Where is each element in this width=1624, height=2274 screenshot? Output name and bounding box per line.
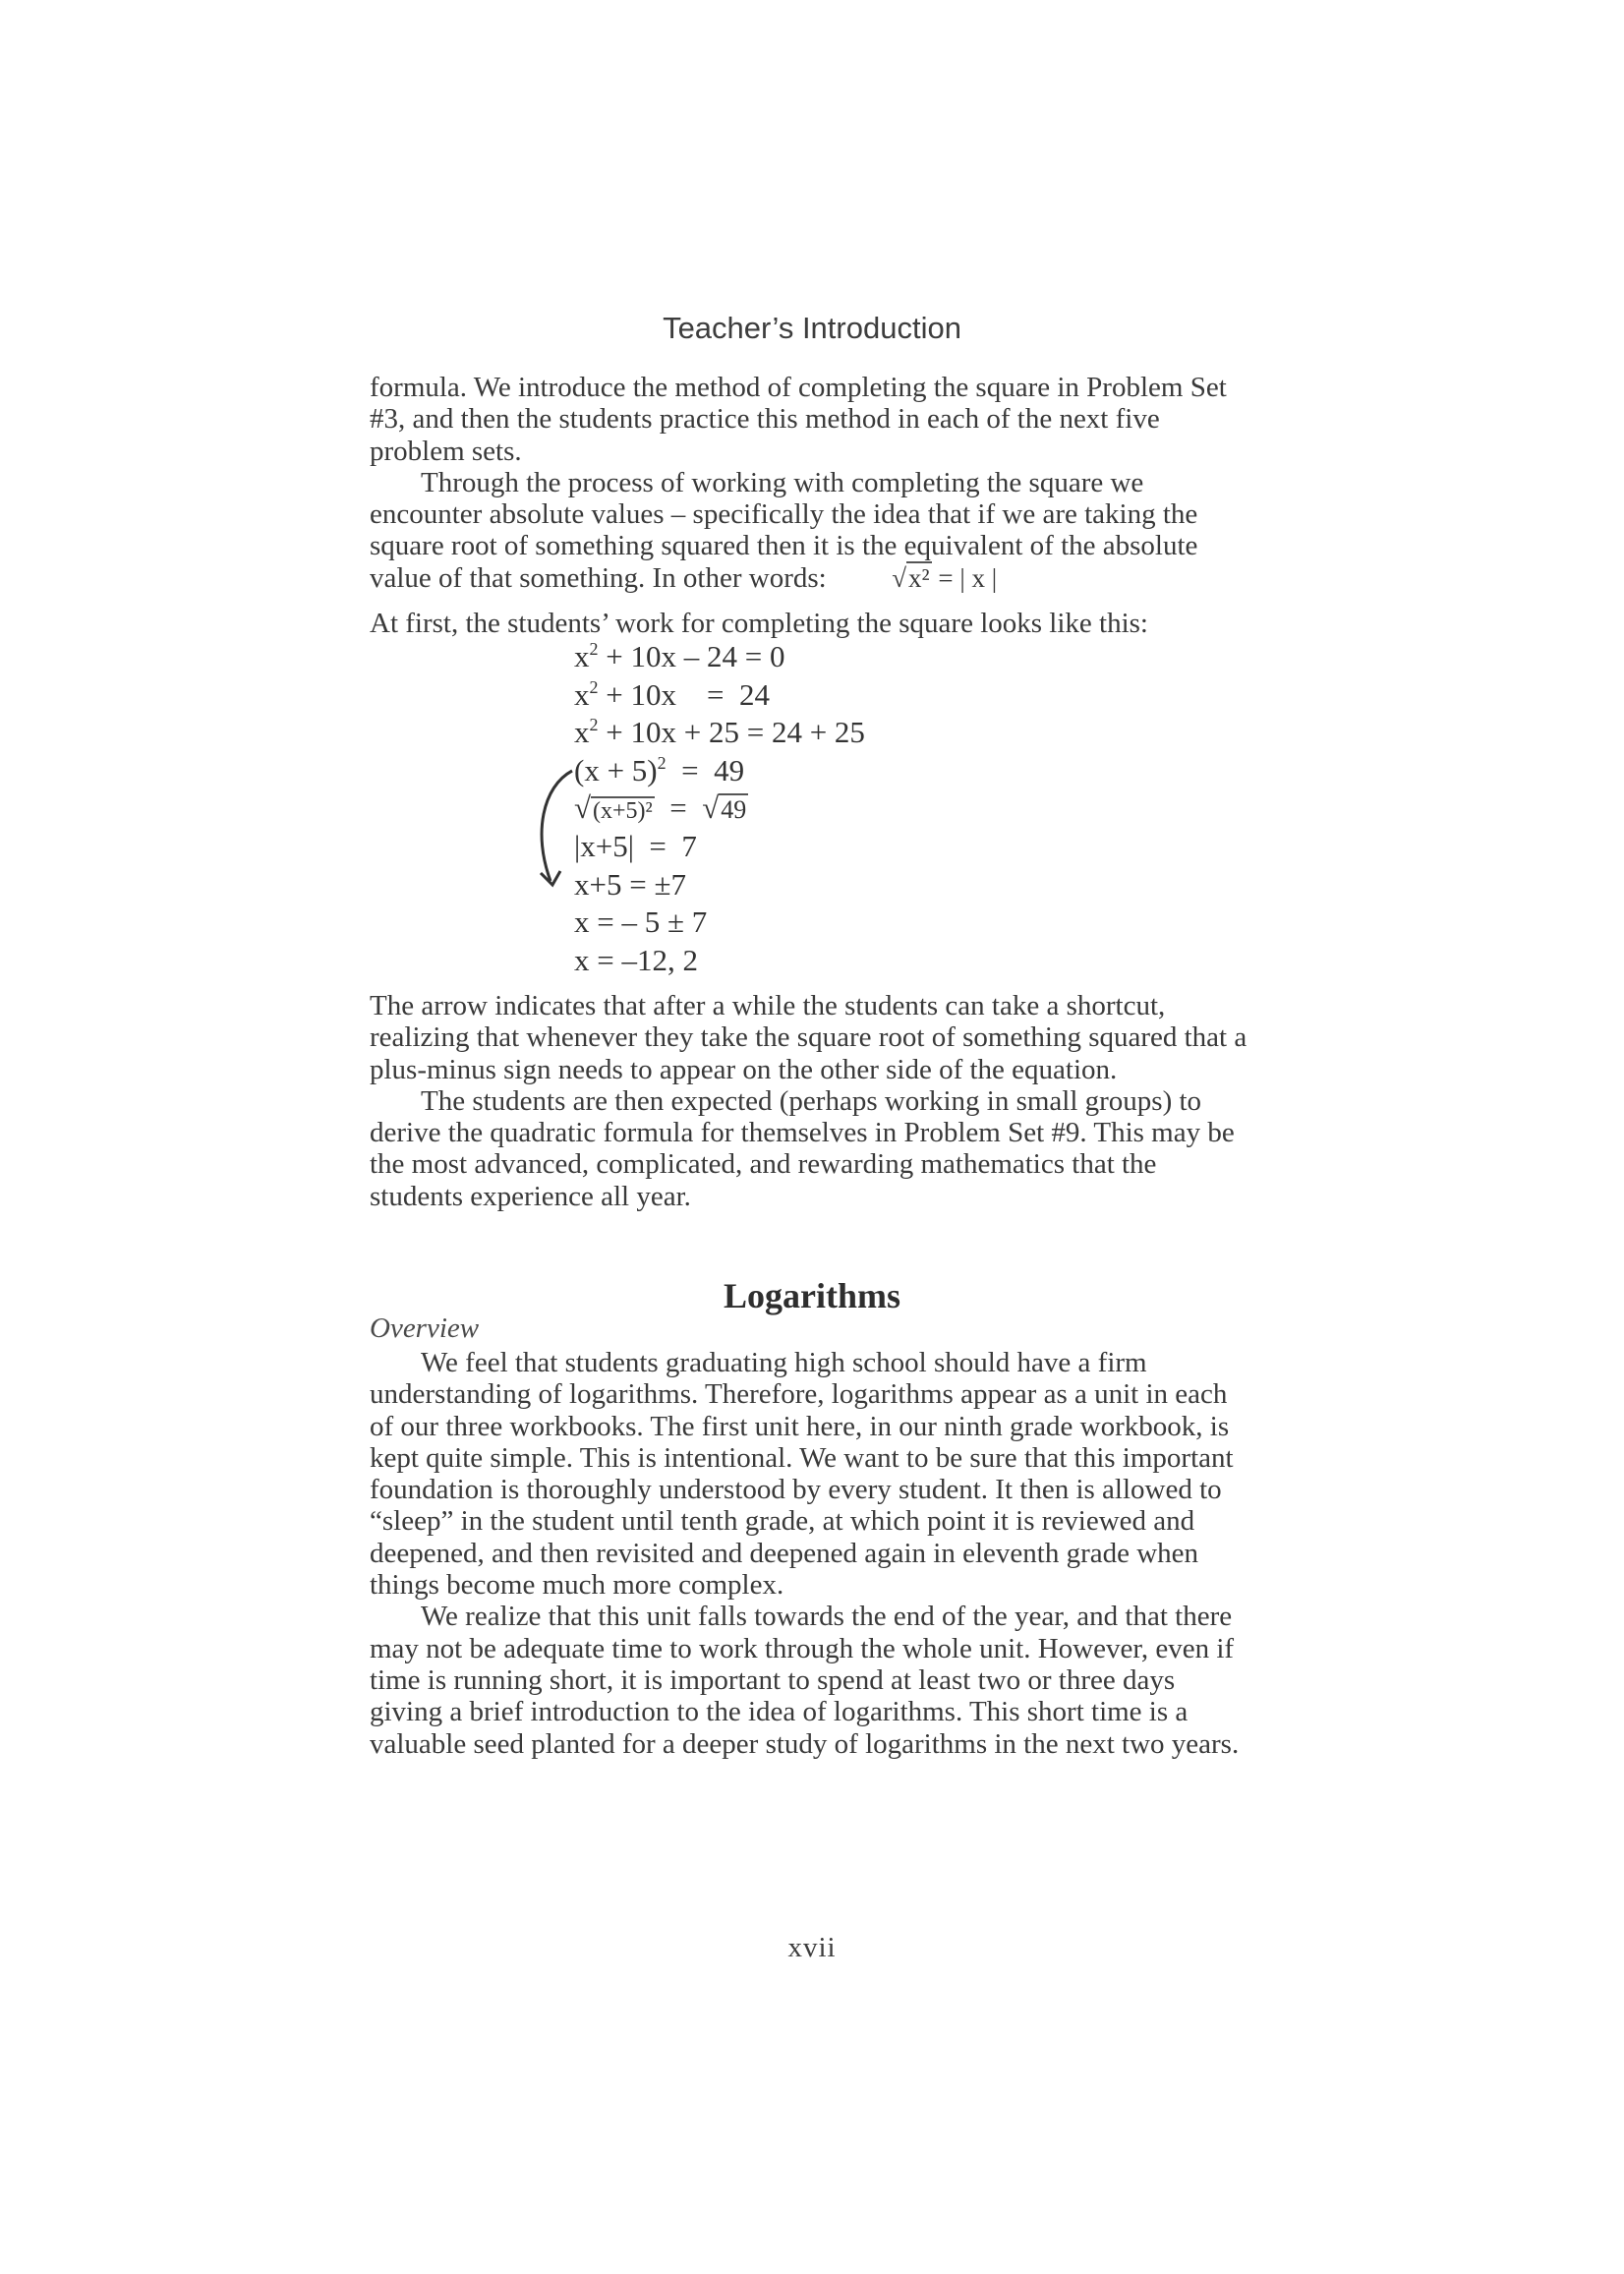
math-step-5-sqrt: √(x+5)² = √49	[574, 790, 747, 826]
sqrt-left-radicand: (x+5)²	[593, 798, 653, 825]
math-step-3: $x^2 + 10x + 25 = 24 + 25$	[574, 715, 865, 750]
after-math-paragraph-1: The arrow indicates that after a while the students can take a shortcut, realizing that whenever they take the square root of something squared that a plus-minus sign needs to appear on the other side of the equation.	[370, 990, 1247, 1085]
intro-paragraph-1: formula. We introduce the method of completing the square in Problem Set #3, and then the students practice this method in each of the next five problem sets.	[370, 372, 1227, 467]
work-lead-in: At first, the students’ work for completing the square looks like this:	[370, 608, 1148, 639]
abs-value-identity	[841, 563, 997, 593]
sqrt-right-radicand: 49	[721, 795, 747, 825]
math-step-1: $x^2 + 10x - 24 = 0$	[574, 639, 785, 673]
after-math-text	[370, 990, 1254, 1212]
math-step-7: x+5 = ±7	[574, 866, 686, 902]
math-step-6: |x+5| = 7	[574, 828, 697, 863]
math-step-8: x = – 5 ± 7	[574, 904, 708, 940]
logarithms-paragraph-1: We feel that students graduating high school should have a firm understanding of logarithms. Therefore, logarithms appear as a unit in each of our three workbooks. The first unit here, in our ninth grade workbook, is kept quite simple. This is intentional. We want to be sure that this important foundation is thoroughly understood by every student. It then is allowed to “sleep” in the student until tenth grade, at which point it is reviewed and deepened, and then revisited and deepened again in eleventh grade when things become much more complex.	[370, 1347, 1234, 1602]
after-math-paragraph-2: The students are then expected (perhaps working in small groups) to derive the quadratic formula for themselves in Problem Set #9. This may be the most advanced, complicated, and rewarding mathematics that the students experience all year.	[370, 1084, 1235, 1212]
math-step-4: $(x + 5)^2 = 49$	[574, 752, 745, 787]
completing-square-work	[574, 638, 865, 979]
intro-paragraph-2	[370, 467, 1254, 594]
math-step-2: $x^2 + 10x$ = 24	[574, 676, 770, 712]
shortcut-arrow-icon	[531, 765, 580, 903]
identity-rhs: = | x |	[931, 562, 998, 593]
intro-text	[370, 372, 1254, 594]
intro-paragraph-2-text: Through the process of working with completing the square we encounter absolute values – specifically the idea that if we are taking the square root of something squared then it is the equivalent of the absolute value of that something. In other words:	[370, 466, 1198, 594]
section-heading: Logarithms	[724, 1276, 900, 1315]
identity-radicand: x²	[908, 562, 930, 593]
running-header: Teacher’s Introduction	[663, 311, 961, 345]
logarithms-text	[370, 1347, 1254, 1760]
sqrt-symbol: √x²	[892, 562, 930, 593]
sqrt-equals: =	[654, 790, 703, 826]
logarithms-paragraph-2: We realize that this unit falls towards the end of the year, and that there may not be adequate time to work through the whole unit. However, even if time is running short, it is important to spend at least two or three days giving a brief introduction to the idea of logarithms. This short time is a valuable seed planted for a deeper study of logarithms in the next two years.	[370, 1601, 1240, 1760]
section-subheading: Overview	[370, 1312, 480, 1344]
page-number: xvii	[787, 1932, 837, 1963]
math-step-9: x = –12, 2	[574, 942, 698, 977]
